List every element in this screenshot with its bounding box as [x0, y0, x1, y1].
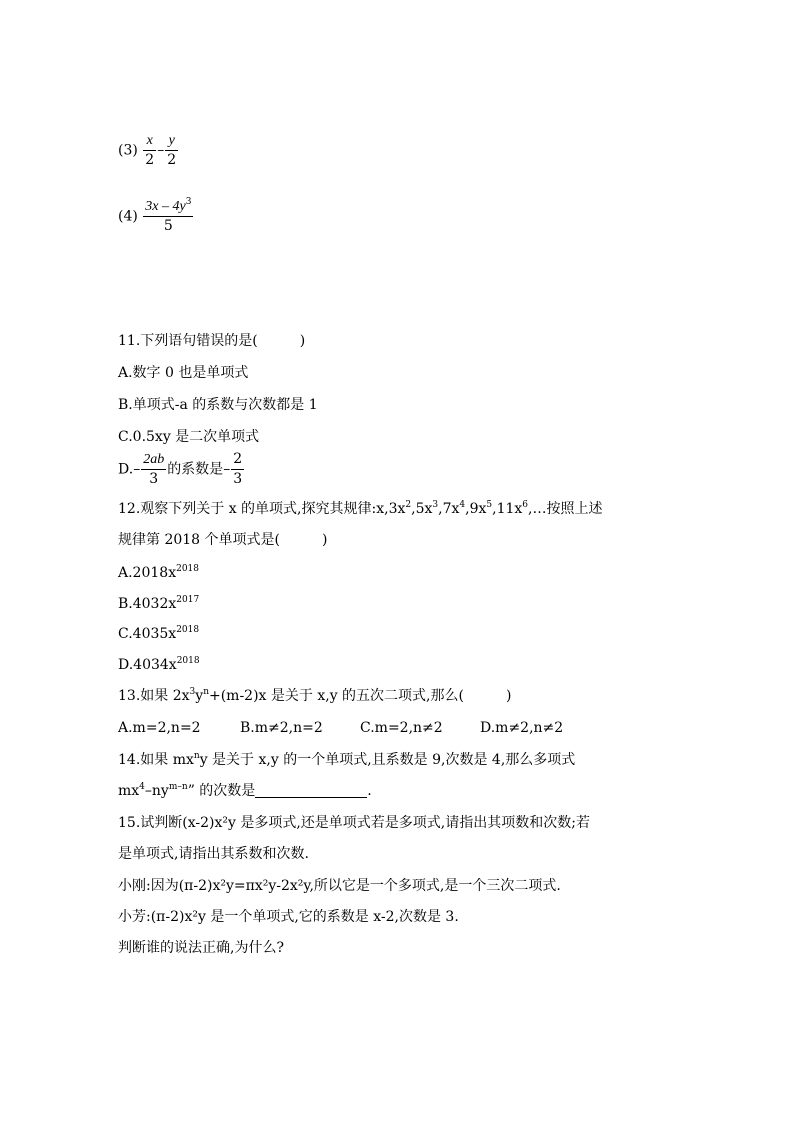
q12-option-c	[118, 624, 199, 644]
fraction-numerator: x	[143, 132, 156, 151]
fraction-numerator: 2	[231, 451, 244, 470]
q15-line3: 小刚:因为(π-2)x²y=πx²y-2x²y,所以它是一个多项式,是一个三次二项式.	[118, 878, 561, 894]
q14-text: 14.如果 mx	[118, 752, 194, 768]
fraction-denominator: 5	[163, 218, 173, 234]
q13-option-d: D.m≠2,n≠2	[480, 720, 564, 736]
q14-text: .	[367, 783, 372, 799]
fraction-y-over-2	[165, 132, 178, 169]
q12-option-b	[118, 594, 199, 614]
q15-line5: 判断谁的说法正确,为什么?	[118, 940, 284, 956]
q12-text: ,7x	[438, 501, 460, 517]
q14-text: mx	[118, 783, 140, 799]
fraction-denominator: 2	[167, 152, 177, 168]
exponent: 3	[185, 197, 192, 207]
fraction-denominator: 2	[145, 152, 155, 168]
exponent: m–n	[168, 782, 188, 792]
q15-line1: 15.试判断(x-2)x²y 是多项式,还是单项式若是多项式,请指出其项数和次数;若	[118, 815, 590, 831]
q14-text: –ny	[144, 783, 169, 799]
fraction-numerator: y	[165, 132, 178, 151]
fraction-denominator: 3	[233, 471, 243, 487]
q12-stem-line2: 规律第 2018 个单项式是( )	[118, 532, 328, 548]
q13-option-a: A.m=2,n=2	[118, 720, 201, 736]
q11-stem: 11.下列语句错误的是( )	[118, 333, 306, 349]
fraction-3x-4y3-over-5	[143, 198, 193, 235]
exponent: 2018	[176, 625, 200, 635]
q10-part3	[118, 132, 179, 169]
option-text: D.4034x	[118, 657, 177, 673]
exponent: n	[203, 687, 209, 697]
q11-option-b: B.单项式-a 的系数与次数都是 1	[118, 397, 318, 413]
q10-part3-label: (3)	[118, 142, 138, 159]
q10-part4-label: (4)	[118, 208, 138, 225]
q11-option-d	[118, 451, 245, 488]
numerator-expression: 3x – 4y	[145, 199, 186, 214]
q14-text: y 是关于 x,y 的一个单项式,且系数是 9,次数是 4,那么多项式	[199, 752, 576, 768]
fraction-2-over-3	[231, 451, 244, 488]
q10-part4	[118, 198, 194, 235]
fraction-x-over-2	[143, 132, 156, 169]
q12-text: 12.观察下列关于 x 的单项式,探究其规律:x,3x	[118, 501, 406, 517]
exponent: n	[193, 751, 200, 761]
q11-option-a: A.数字 0 也是单项式	[118, 365, 249, 381]
exponent: 3	[432, 500, 439, 510]
option-text: 的系数是	[167, 461, 224, 478]
option-letter: D.	[118, 461, 134, 478]
q13-option-c: C.m=2,n≠2	[360, 720, 443, 736]
exponent: 2018	[176, 564, 199, 574]
exponent: 2018	[176, 656, 200, 666]
exponent: 6	[522, 500, 529, 510]
q12-option-d	[118, 655, 200, 675]
q13-text: y	[195, 688, 204, 704]
answer-blank[interactable]	[255, 783, 367, 798]
minus-sign: –	[223, 461, 231, 478]
option-text: A.2018x	[118, 565, 177, 581]
q15-line2: 是单项式,请指出其系数和次数.	[118, 846, 309, 862]
q12-text: ,…按照上述	[528, 501, 603, 517]
q13-options	[118, 718, 563, 738]
minus-sign: –	[133, 461, 141, 478]
exponent: 3	[189, 687, 196, 697]
fraction-2ab-over-3	[141, 451, 166, 488]
exponent: 2	[405, 500, 412, 510]
q13-option-b: B.m≠2,n=2	[240, 720, 323, 736]
q13-text: +(m-2)x 是关于 x,y 的五次二项式,那么( )	[208, 688, 512, 704]
q14-stem-line2	[118, 781, 372, 801]
q12-text: ,9x	[465, 501, 487, 517]
fraction-denominator: 3	[149, 471, 159, 487]
q13-stem	[118, 686, 511, 706]
fraction-numerator	[143, 198, 193, 217]
q14-text: ” 的次数是	[187, 783, 256, 799]
q12-option-a	[118, 563, 199, 583]
option-text: C.4035x	[118, 626, 177, 642]
q11-option-c: C.0.5xy 是二次单项式	[118, 429, 260, 445]
q12-text: ,5x	[411, 501, 433, 517]
fraction-numerator: 2ab	[141, 451, 166, 470]
q15-line4: 小芳:(π-2)x²y 是一个单项式,它的系数是 x-2,次数是 3.	[118, 909, 459, 925]
exponent: 4	[139, 782, 145, 792]
q13-text: 13.如果 2x	[118, 688, 190, 704]
q12-text: ,11x	[492, 501, 523, 517]
exponent: 2017	[176, 595, 200, 605]
exponent: 5	[486, 500, 493, 510]
minus-sign: –	[157, 142, 165, 159]
q14-stem-line1	[118, 750, 575, 770]
option-text: B.4032x	[118, 596, 177, 612]
q12-stem-line1	[118, 499, 602, 519]
exponent: 4	[459, 500, 466, 510]
